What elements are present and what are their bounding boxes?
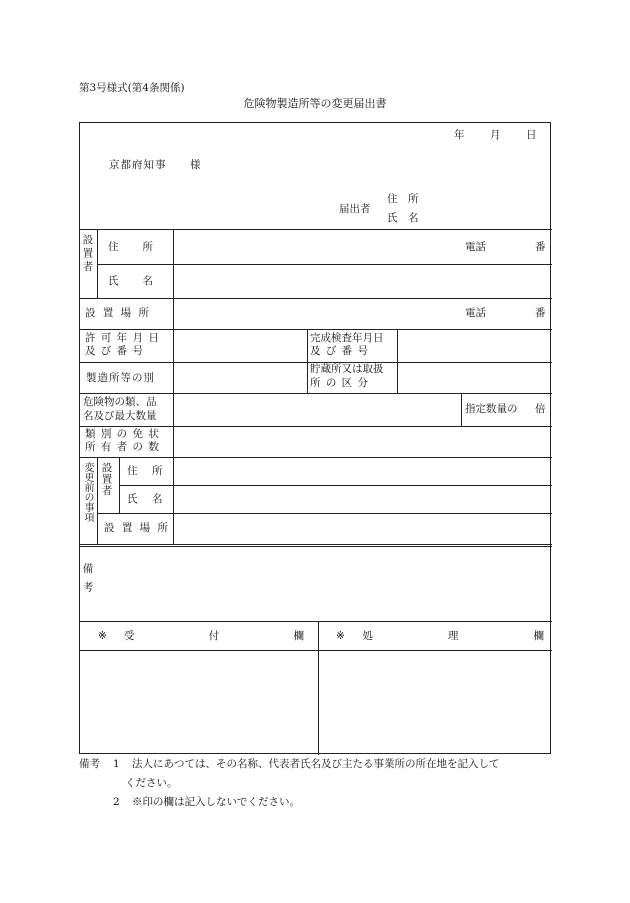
inspection-label-line1: 完成検査年月日 [310,332,384,344]
before-change-location-label: 設 置 場 所 [104,522,171,534]
processing-char: 処 [362,630,373,642]
col-line [397,329,398,393]
note-number: 2 [113,796,120,808]
before-change-installer-label: 設置者 [100,462,113,497]
inspection-label-line2: 及 び 番 号 [310,345,370,357]
installer-address-label: 住 所 [108,241,154,253]
reception-char: 受 [123,630,135,642]
col-line [119,457,120,513]
note-text: 法人にあつては、その名称、代表者氏名及び主たる事業所の所在地を記入して [132,758,500,770]
storage-label-line1: 貯蔵所又は取扱 [310,363,384,375]
installer-phone-suffix: 番 [535,241,546,253]
license-label-line2: 所 有 者 の 数 [85,441,160,453]
processing-header [336,630,544,644]
addressee: 京都府知事 [109,159,167,171]
row-line [80,298,552,299]
form-title: 危険物製造所等の変更届出書 [243,97,387,110]
before-change-address-label: 住 所 [127,465,165,477]
location-phone-suffix: 番 [535,307,546,319]
hazardous-label-line1: 危険物の類、品 [83,396,157,408]
reception-char: 欄 [293,630,304,642]
row-line [80,426,552,427]
installer-group-label: 設置者 [81,234,94,275]
permit-label-line1: 許 可 年 月 日 [85,332,160,344]
row-line [80,650,552,651]
row-line [80,621,552,622]
row-line [80,229,552,230]
col-line [318,621,319,755]
storage-label-line2: 所 の 区 分 [310,377,370,389]
col-line [97,457,98,544]
row-line [97,264,552,265]
honorific: 様 [190,159,201,171]
designated-quantity-suffix: 倍 [535,403,546,415]
row-line [80,329,552,330]
note-text-continued: ください。 [125,777,178,789]
row-line [97,513,552,514]
col-line [173,229,174,544]
designated-quantity-label: 指定数量の [465,403,518,415]
installer-name-label: 氏 名 [108,275,154,287]
month-label: 月 [490,129,501,141]
col-line [461,393,462,426]
notifier-address-label: 住 所 [387,193,419,205]
form-frame [79,122,551,754]
before-change-name-label: 氏 名 [127,493,165,505]
facility-type-label: 製造所等の別 [86,372,155,384]
year-label: 年 [454,129,465,141]
permit-label-line2: 及 び 番 号 [85,345,145,357]
col-line [307,329,308,393]
processing-char: 欄 [533,630,544,642]
hazardous-label-line2: 名及び最大数量 [83,410,157,422]
row-line [80,546,552,547]
row-line [80,393,552,394]
processing-char: 理 [447,630,459,642]
notifier-label: 届出者 [339,203,371,215]
reception-header [98,630,304,644]
note-number: 1 [113,758,120,770]
day-label: 日 [526,129,537,141]
row-line [119,485,552,486]
location-phone-label: 電話 [465,307,486,319]
before-change-group-label: 変更前の事項 [82,462,93,522]
notifier-name-label: 氏 名 [387,212,419,224]
remarks-label: 備考 [81,563,94,600]
notes-heading: 備考 [79,758,100,770]
reception-char: 付 [208,630,220,642]
processing-mark: ※ [336,630,345,642]
col-line [97,229,98,298]
reception-mark: ※ [98,630,107,642]
row-line [80,544,552,545]
location-label: 設 置 場 所 [85,307,152,319]
row-line [80,457,552,458]
license-label-line1: 類 別 の 免 状 [85,428,160,440]
installer-phone-label: 電話 [465,241,486,253]
form-number: 第3号様式(第4条関係) [79,82,185,94]
note-text: ※印の欄は記入しないでください。 [132,796,300,808]
